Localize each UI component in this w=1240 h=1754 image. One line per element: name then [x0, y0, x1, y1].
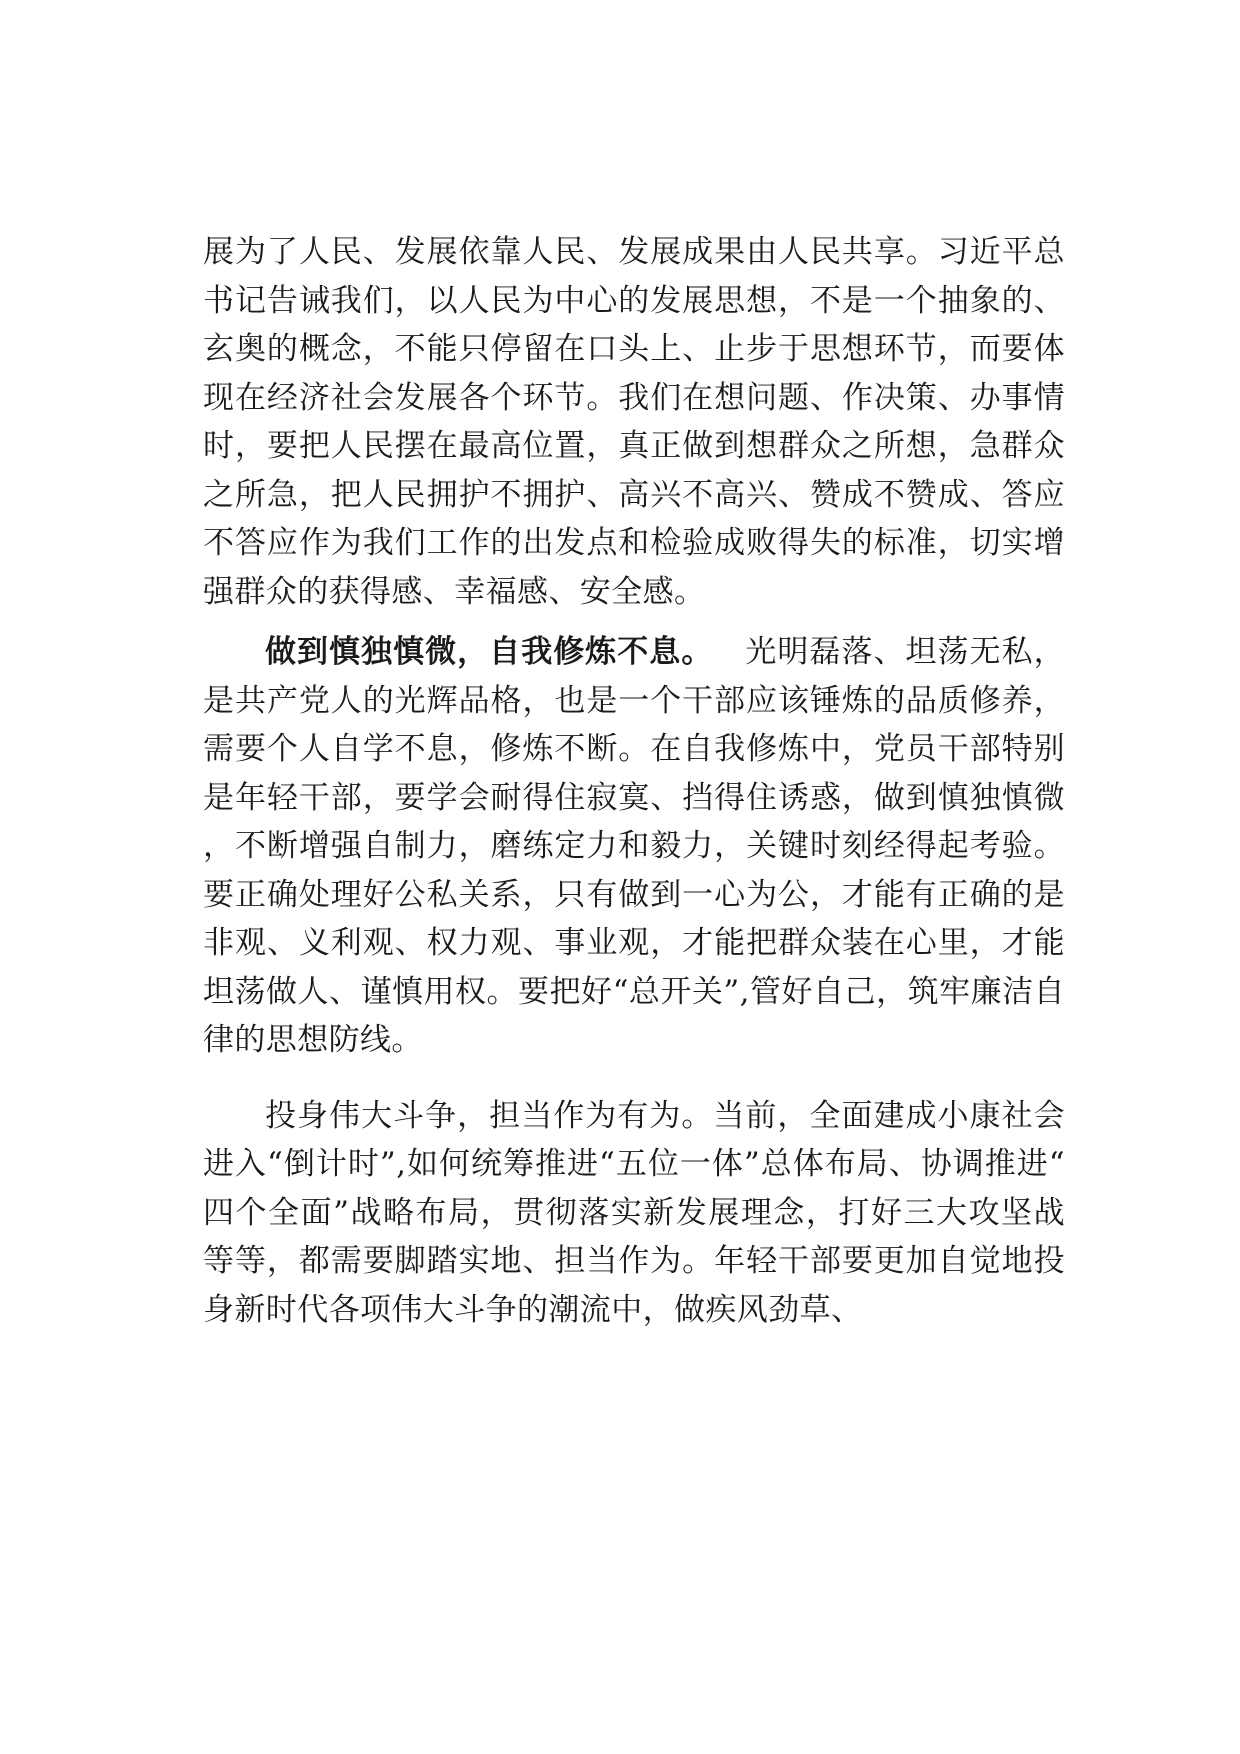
paragraph-self-cultivation — [203, 628, 1065, 1065]
paragraph-heading: 做到慎独慎微，自我修炼不息。 — [265, 634, 714, 670]
paragraph-text: 光明磊落、坦荡无私，是共产党人的光辉品格，也是一个干部应该锤炼的品质修养，需要个人自学不息，修炼不断。在自我修炼中，党员干部特别是年轻干部，要学会耐得住寂寞、挡得住诱惑，做到慎独慎微，不断增强自制力，磨练定力和毅力，关键时刻经得起考验。要正确处理好公私关系，只有做到一心为公，才能有正确的是非观、义利观、权力观、事业观，才能把群众装在心里，才能坦荡做人、谨慎用权。要把好“总开关”,管好自己，筑牢廉洁自律的思想防线。 — [203, 634, 1065, 1058]
paragraph-text: 展为了人民、发展依靠人民、发展成果由人民共享。习近平总书记告诫我们，以人民为中心的发展思想，不是一个抽象的、玄奥的概念，不能只停留在口头上、止步于思想环节，而要体现在经济社会发展各个环节。我们在想问题、作决策、办事情时，要把人民摆在最高位置，真正做到想群众之所想，急群众之所急，把人民拥护不拥护、高兴不高兴、赞成不赞成、答应不答应作为我们工作的出发点和检验成败得失的标准，切实增强群众的获得感、幸福感、安全感。 — [203, 234, 1065, 610]
paragraph-great-struggle — [203, 1092, 1065, 1335]
paragraph-text: 投身伟大斗争，担当作为有为。当前，全面建成小康社会进入“倒计时”,如何统筹推进“五位一体”总体布局、协调推进“四个全面”战略布局，贯彻落实新发展理念，打好三大攻坚战等等，都需要脚踏实地、担当作为。年轻干部要更加自觉地投身新时代各项伟大斗争的潮流中，做疾风劲草、 — [203, 1097, 1065, 1328]
paragraph-continued — [203, 228, 1065, 616]
document-body — [203, 228, 1065, 1334]
